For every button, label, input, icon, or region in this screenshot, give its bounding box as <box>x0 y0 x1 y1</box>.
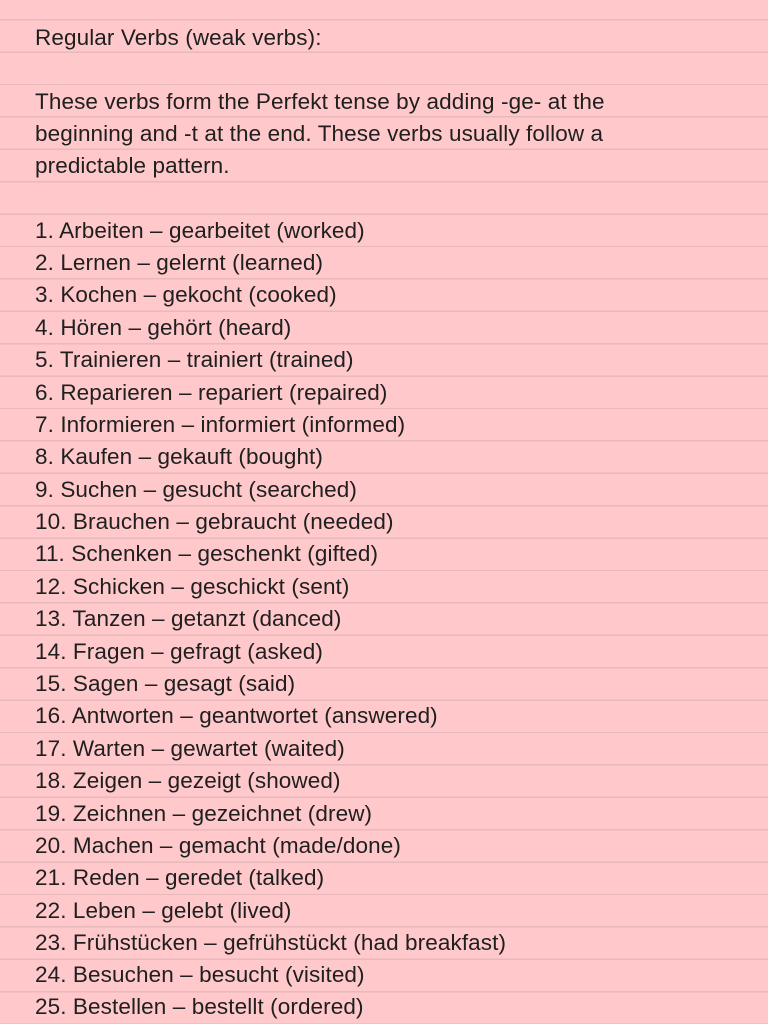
list-item: 11. Schenken – geschenkt (gifted) <box>35 541 379 566</box>
list-item: 19. Zeichnen – gezeichnet (drew) <box>35 801 373 826</box>
list-item: 24. Besuchen – besucht (visited) <box>35 962 365 987</box>
list-item: 17. Warten – gewartet (waited) <box>35 736 345 761</box>
list-item: 22. Leben – gelebt (lived) <box>35 898 292 923</box>
list-item: 13. Tanzen – getanzt (danced) <box>35 606 342 631</box>
list-item: 1. Arbeiten – gearbeitet (worked) <box>35 218 365 243</box>
list-item: 20. Machen – gemacht (made/done) <box>35 833 401 858</box>
intro-line: These verbs form the Perfekt tense by adding -ge- at the <box>35 89 605 114</box>
intro-line: predictable pattern. <box>35 153 230 178</box>
list-item: 5. Trainieren – trainiert (trained) <box>35 347 354 372</box>
list-item: 14. Fragen – gefragt (asked) <box>35 639 323 664</box>
list-item: 3. Kochen – gekocht (cooked) <box>35 282 337 307</box>
list-item: 16. Antworten – geantwortet (answered) <box>35 703 438 728</box>
intro-line: beginning and -t at the end. These verbs usually follow a <box>35 121 604 146</box>
list-item: 21. Reden – geredet (talked) <box>35 865 325 890</box>
list-item: 18. Zeigen – gezeigt (showed) <box>35 768 341 793</box>
list-item: 23. Frühstücken – gefrühstückt (had breakfast) <box>35 930 507 955</box>
list-item: 6. Reparieren – repariert (repaired) <box>35 380 388 405</box>
note-heading: Regular Verbs (weak verbs): <box>35 25 322 50</box>
list-item: 8. Kaufen – gekauft (bought) <box>35 444 324 469</box>
list-item: 9. Suchen – gesucht (searched) <box>35 477 357 502</box>
list-item: 12. Schicken – geschickt (sent) <box>35 574 350 599</box>
list-item: 7. Informieren – informiert (informed) <box>35 412 406 437</box>
list-item: 25. Bestellen – bestellt (ordered) <box>35 994 364 1019</box>
list-item: 15. Sagen – gesagt (said) <box>35 671 296 696</box>
list-item: 2. Lernen – gelernt (learned) <box>35 250 324 275</box>
list-item: 4. Hören – gehört (heard) <box>35 315 292 340</box>
list-item: 10. Brauchen – gebraucht (needed) <box>35 509 394 534</box>
